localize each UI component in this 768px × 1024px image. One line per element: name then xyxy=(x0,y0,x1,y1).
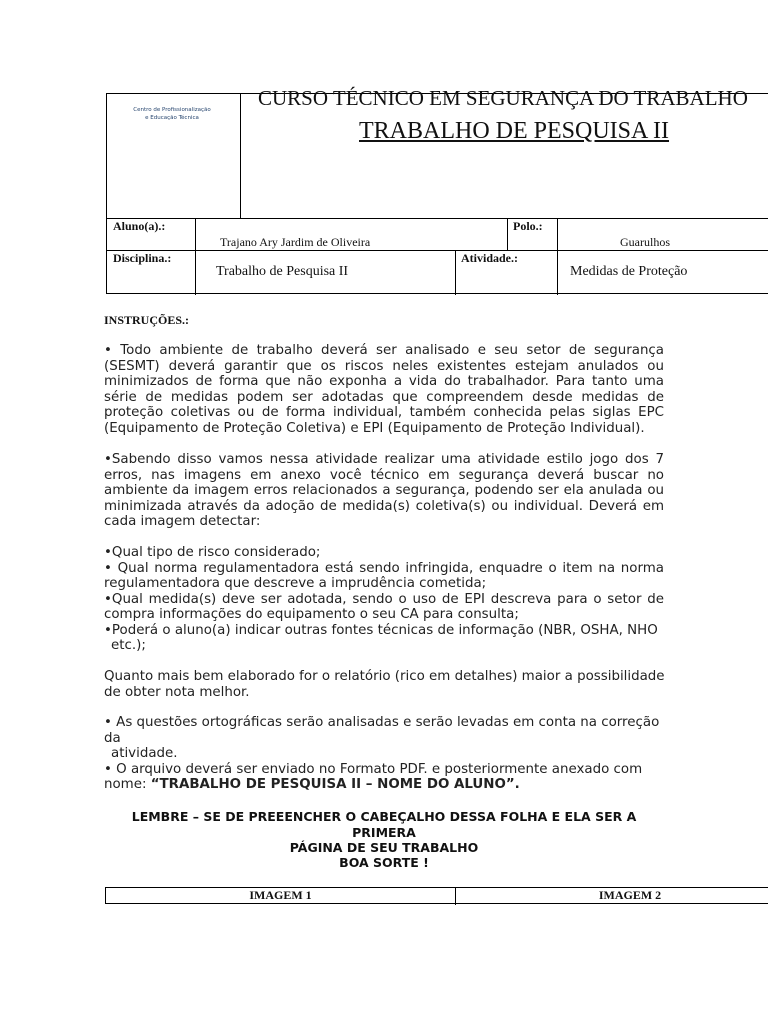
images-table xyxy=(105,887,768,904)
document-title: TRABALHO DE PESQUISA II xyxy=(359,118,670,144)
instructions-paragraph-3: Quanto mais bem elaborado for o relatório (rico em detalhes) maior a possibilidade de obter nota melhor. xyxy=(104,669,665,700)
instructions-paragraph-2: •Sabendo disso vamos nessa atividade realizar uma atividade estilo jogo dos 7 erros, nas imagens em anexo você técnico em segurança deverá buscar no ambiente da imagem erros relacionados a segurança, podendo ser ela anulada ou minimizada através da adoção de medida(s) coletiva(s) ou individual. Deverá em cada imagem detectar: xyxy=(104,452,664,529)
reminder-note xyxy=(104,809,664,856)
institution-logo xyxy=(122,106,222,122)
list-item-continuation: atividade. xyxy=(111,746,178,761)
logo-text-line1: Centro de Profissionalização xyxy=(133,107,211,113)
list-item-continuation xyxy=(104,777,679,793)
disciplina-value[interactable]: Trabalho de Pesquisa II xyxy=(216,264,349,279)
list-item-continuation: etc.); xyxy=(111,638,146,653)
row-separator xyxy=(107,218,768,219)
good-luck-text: BOA SORTE ! xyxy=(339,855,429,870)
polo-label: Polo.: xyxy=(513,219,543,233)
label-divider xyxy=(195,218,196,295)
list-item: •Poderá o aluno(a) indicar outras fontes técnicas de informação (NBR, OSHA, NHO xyxy=(104,622,658,638)
instructions-heading: INSTRUÇÕES.: xyxy=(104,313,190,327)
detect-list xyxy=(104,545,664,654)
row-separator xyxy=(107,250,768,251)
atividade-label: Atividade.: xyxy=(461,251,518,265)
aluno-value[interactable]: Trajano Ary Jardim de Oliveira xyxy=(220,235,371,249)
image-1-header: IMAGEM 1 xyxy=(249,888,312,902)
disciplina-label: Disciplina.: xyxy=(113,251,172,265)
list-item: • O arquivo deverá ser enviado no Formato PDF. e posteriormente anexado com xyxy=(104,761,643,777)
file-name-format: “TRABALHO DE PESQUISA II – NOME DO ALUNO”. xyxy=(150,777,520,792)
value-divider xyxy=(557,218,558,295)
logo-text-line2: e Educação Técnica xyxy=(145,115,199,121)
reminder-line-2: PÁGINA DE SEU TRABALHO xyxy=(289,840,479,855)
list-item: • As questões ortográficas serão analisadas e serão levadas em conta na correção da xyxy=(104,715,660,746)
instructions-paragraph-1: • Todo ambiente de trabalho deverá ser analisado e seu setor de segurança (SESMT) deverá garantir que os riscos neles existentes estejam anulados ou minimizados de forma que não exponha a vida do trabalhador. Para tanto uma série de medidas podem ser adotadas que compreendem desde medidas de proteção coletivas ou de forma individual, também conhecida pelas siglas EPC (Equipamento de Proteção Coletiva) e EPI (Equipamento de Proteção Individual). xyxy=(104,343,664,436)
polo-value[interactable]: Guarulhos xyxy=(620,235,670,249)
atividade-divider xyxy=(455,250,456,295)
aluno-label: Aluno(a).: xyxy=(113,219,166,233)
course-title: CURSO TÉCNICO EM SEGURANÇA DO TRABALHO xyxy=(258,86,748,110)
image-2-header: IMAGEM 2 xyxy=(598,888,662,902)
reminder-line-1: LEMBRE – SE DE PREEENCHER O CABEÇALHO DESSA FOLHA E ELA SER A PRIMERA xyxy=(131,809,637,840)
rules-list xyxy=(104,715,679,793)
list-item: •Qual tipo de risco considerado; xyxy=(104,545,321,560)
logo-cell-divider xyxy=(240,94,241,218)
list-item: •Qual medida(s) deve ser adotada, sendo o uso de EPI descreva para o setor de compra informações do equipamento o seu CA para consulta; xyxy=(104,591,664,622)
polo-divider xyxy=(507,218,508,250)
atividade-value[interactable]: Medidas de Proteção xyxy=(570,264,688,279)
list-item: • Qual norma regulamentadora está sendo infringida, enquadre o item na norma regulamentadora que descreve a imprudência cometida; xyxy=(104,560,664,591)
file-name-prefix: nome: xyxy=(104,777,151,792)
